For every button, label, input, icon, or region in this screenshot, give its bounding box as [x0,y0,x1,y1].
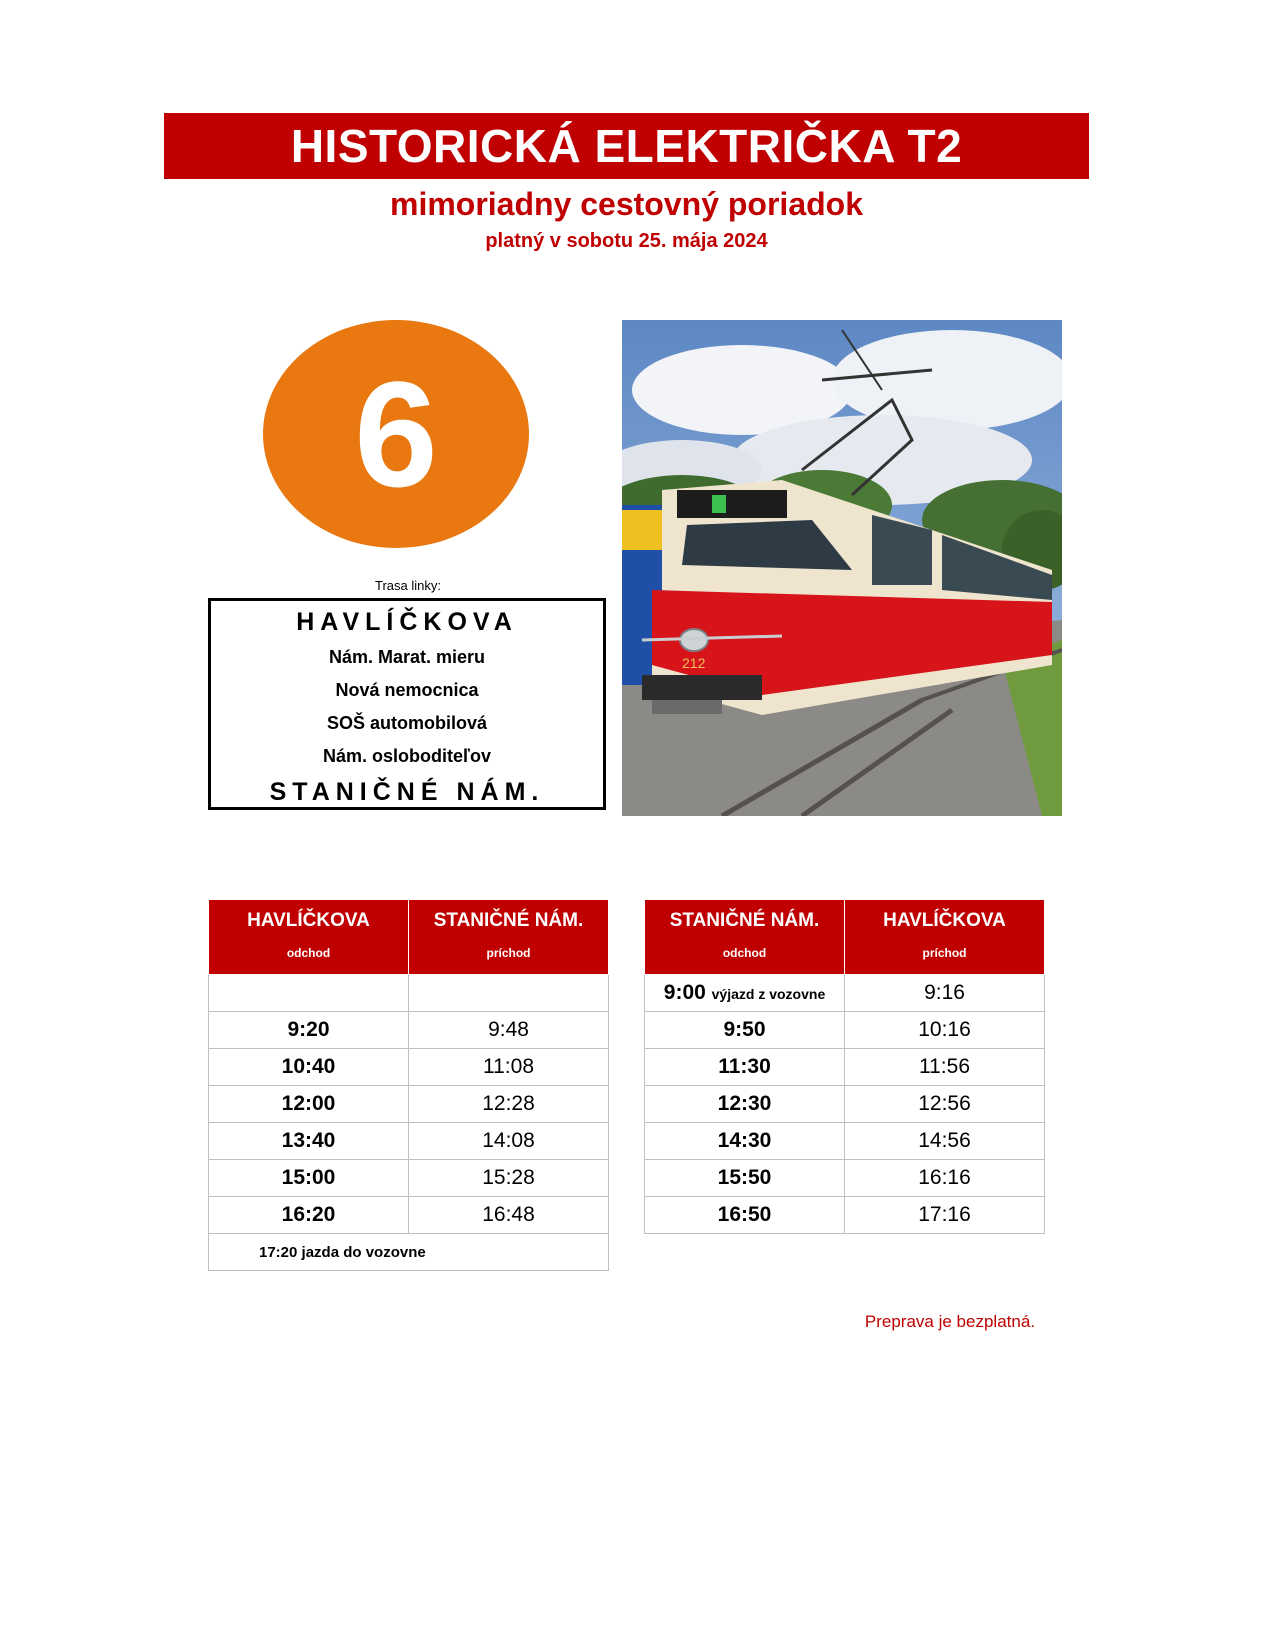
table-row [645,1160,1045,1197]
arrival-time: 15:28 [409,1160,609,1197]
table-row [645,1197,1045,1234]
departure-time: 10:40 [209,1049,409,1086]
to-sub: príchod [486,946,531,960]
route-caption: Trasa linky: [375,578,441,593]
arrival-time: 14:56 [845,1123,1045,1160]
arrival-time [409,975,609,1012]
free-transport-note: Preprava je bezplatná. [864,1312,1035,1331]
table-row [209,1049,609,1086]
arrival-time: 16:16 [845,1160,1045,1197]
departure-time: 16:20 [209,1197,409,1234]
departure-time: 12:00 [209,1086,409,1123]
arrival-time: 10:16 [845,1012,1045,1049]
route-stop: SOŠ automobilová [326,713,488,733]
to-stop: HAVLÍČKOVA [883,910,1006,931]
table-row [209,1086,609,1123]
departure-time: 16:50 [645,1197,845,1234]
validity-date: platný v sobotu 25. mája 2024 [485,230,768,252]
from-stop: HAVLÍČKOVA [247,910,370,931]
route-stop: Nám. osloboditeľov [323,746,491,766]
arrival-time: 12:56 [845,1086,1045,1123]
arrival-time: 9:16 [845,975,1045,1012]
table-row [209,975,609,1012]
table-row [209,1197,609,1234]
route-stop-end: STANIČNÉ NÁM. [269,778,545,806]
column-header-departure [645,900,845,975]
to-stop: STANIČNÉ NÁM. [433,910,584,931]
route-stop: Nová nemocnica [335,680,479,700]
route-box [208,598,606,810]
table-row [209,1160,609,1197]
arrival-time: 12:28 [409,1086,609,1123]
table-row-last [209,1234,609,1271]
depot-exit-note: výjazd z vozovne [711,986,826,1002]
route-stop-start: HAVLÍČKOVA [296,608,518,636]
table-row [645,1012,1045,1049]
column-header-departure [209,900,409,975]
departure-time: 13:40 [209,1123,409,1160]
page-subtitle: mimoriadny cestovný poriadok [389,186,863,222]
first-departure: 9:00 [663,981,706,1004]
timetable-havlickova-to-stanicne [208,899,609,1271]
arrival-time: 14:08 [409,1123,609,1160]
table-row [645,975,1045,1012]
table-row [209,1012,609,1049]
from-sub: odchod [722,946,767,960]
column-header-arrival [845,900,1045,975]
from-sub: odchod [286,946,331,960]
from-stop: STANIČNÉ NÁM. [669,910,820,931]
depot-run-note: 17:20 jazda do vozovne [209,1234,609,1271]
arrival-time: 11:56 [845,1049,1045,1086]
column-header-arrival [409,900,609,975]
line-number-badge: 6 [263,320,529,548]
departure-time: 15:00 [209,1160,409,1197]
table-row [645,1123,1045,1160]
departure-time: 14:30 [645,1123,845,1160]
to-sub: príchod [922,946,967,960]
departure-time: 9:50 [645,1012,845,1049]
timetable-stanicne-to-havlickova [644,899,1045,1234]
departure-time: 12:30 [645,1086,845,1123]
tram-number: 212 [682,655,706,671]
tram-photo [622,320,1062,816]
departure-time: 11:30 [645,1049,845,1086]
departure-time: 9:20 [209,1012,409,1049]
arrival-time: 16:48 [409,1197,609,1234]
page-title: HISTORICKÁ ELEKTRIČKA T2 [164,113,1089,179]
route-stop: Nám. Marat. mieru [328,647,486,667]
table-row [645,1049,1045,1086]
table-row [209,1123,609,1160]
departure-time [645,975,845,1012]
arrival-time: 17:16 [845,1197,1045,1234]
departure-time: 15:50 [645,1160,845,1197]
arrival-time: 9:48 [409,1012,609,1049]
departure-time [209,975,409,1012]
table-row [645,1086,1045,1123]
arrival-time: 11:08 [409,1049,609,1086]
